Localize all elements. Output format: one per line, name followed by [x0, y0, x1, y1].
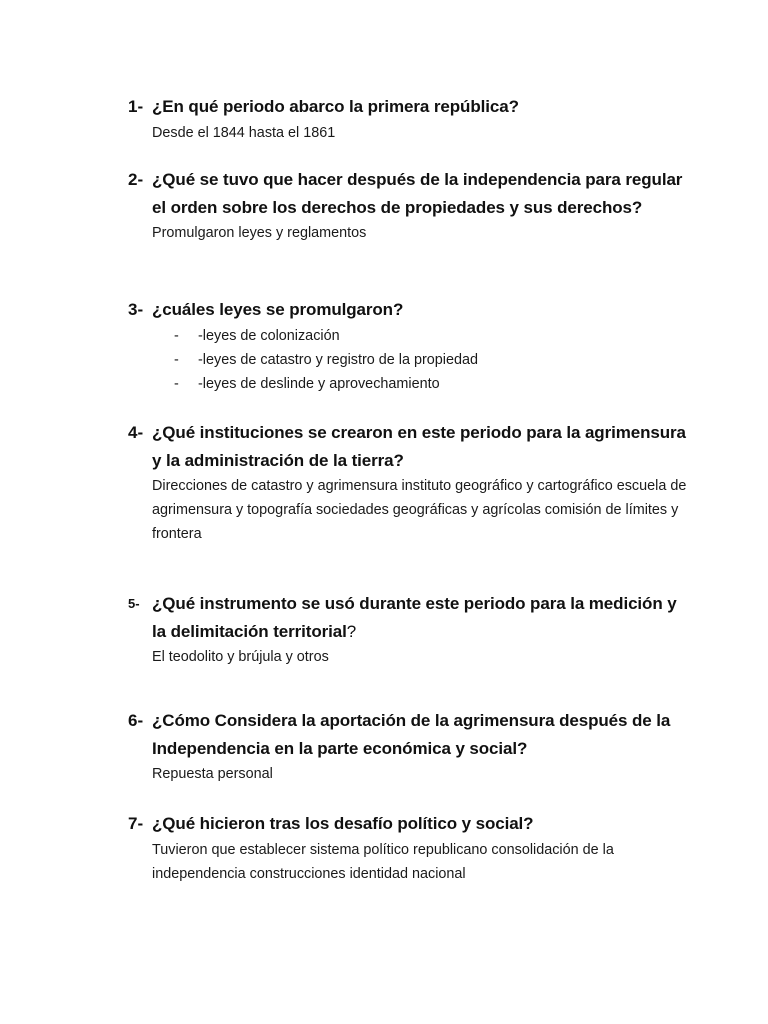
list-bullet: -: [174, 327, 179, 344]
list-bullet: -: [174, 351, 179, 368]
question-2: [128, 166, 688, 245]
answer-text: Promulgaron leyes y reglamentos: [152, 225, 367, 241]
question-number: 5-: [128, 596, 140, 611]
question-number: 1-: [128, 97, 144, 116]
question-text: ¿cuáles leyes se promulgaron?: [152, 300, 404, 319]
list-bullet: -: [174, 375, 179, 392]
question-number: 7-: [128, 814, 144, 833]
law-list: [174, 324, 688, 396]
question-mark: ?: [346, 621, 357, 641]
answer-text: Tuvieron que establecer sistema político republicano consolidación de la independencia construcciones identidad nacional: [152, 841, 614, 882]
question-number: 2-: [128, 170, 144, 189]
list-item-text: -leyes de colonización: [198, 327, 340, 344]
question-text: ¿Qué instituciones se crearon en este periodo para la agrimensura y la administración de la tierra?: [152, 423, 686, 470]
answer-text: Desde el 1844 hasta el 1861: [152, 124, 336, 141]
question-text: ¿Qué se tuvo que hacer después de la independencia para regular el orden sobre los derechos de propiedades y sus derechos?: [152, 170, 683, 217]
question-number: 4-: [128, 423, 144, 442]
question-5: [128, 590, 688, 669]
question-4: [128, 419, 688, 546]
list-item: [174, 348, 688, 372]
list-item-text: -leyes de deslinde y aprovechamiento: [198, 375, 440, 392]
list-item: [174, 372, 688, 396]
question-text: ¿Cómo Considera la aportación de la agrimensura después de la Independencia en la parte económica y social?: [152, 711, 671, 758]
question-1: [128, 93, 688, 145]
list-item-text: -leyes de catastro y registro de la propiedad: [198, 351, 478, 368]
question-number: 6-: [128, 711, 144, 730]
question-text: [152, 590, 688, 645]
question-7: [128, 810, 688, 886]
question-3: [128, 296, 688, 396]
answer-text: El teodolito y brújula y otros: [152, 649, 329, 665]
answer-text: Repuesta personal: [152, 766, 273, 782]
question-text: ¿Qué hicieron tras los desafío político y social?: [152, 814, 534, 833]
question-number: 3-: [128, 300, 144, 319]
question-text: ¿En qué periodo abarco la primera república?: [152, 97, 519, 116]
question-text-main: ¿Qué instrumento se usó durante este periodo para la medición y la delimitación territorial: [152, 594, 677, 641]
question-6: [128, 707, 688, 786]
answer-text: Direcciones de catastro y agrimensura instituto geográfico y cartográfico escuela de agrimensura y topografía sociedades geográficas y agrícolas comisión de límites y frontera: [152, 478, 687, 542]
list-item: [174, 324, 688, 348]
